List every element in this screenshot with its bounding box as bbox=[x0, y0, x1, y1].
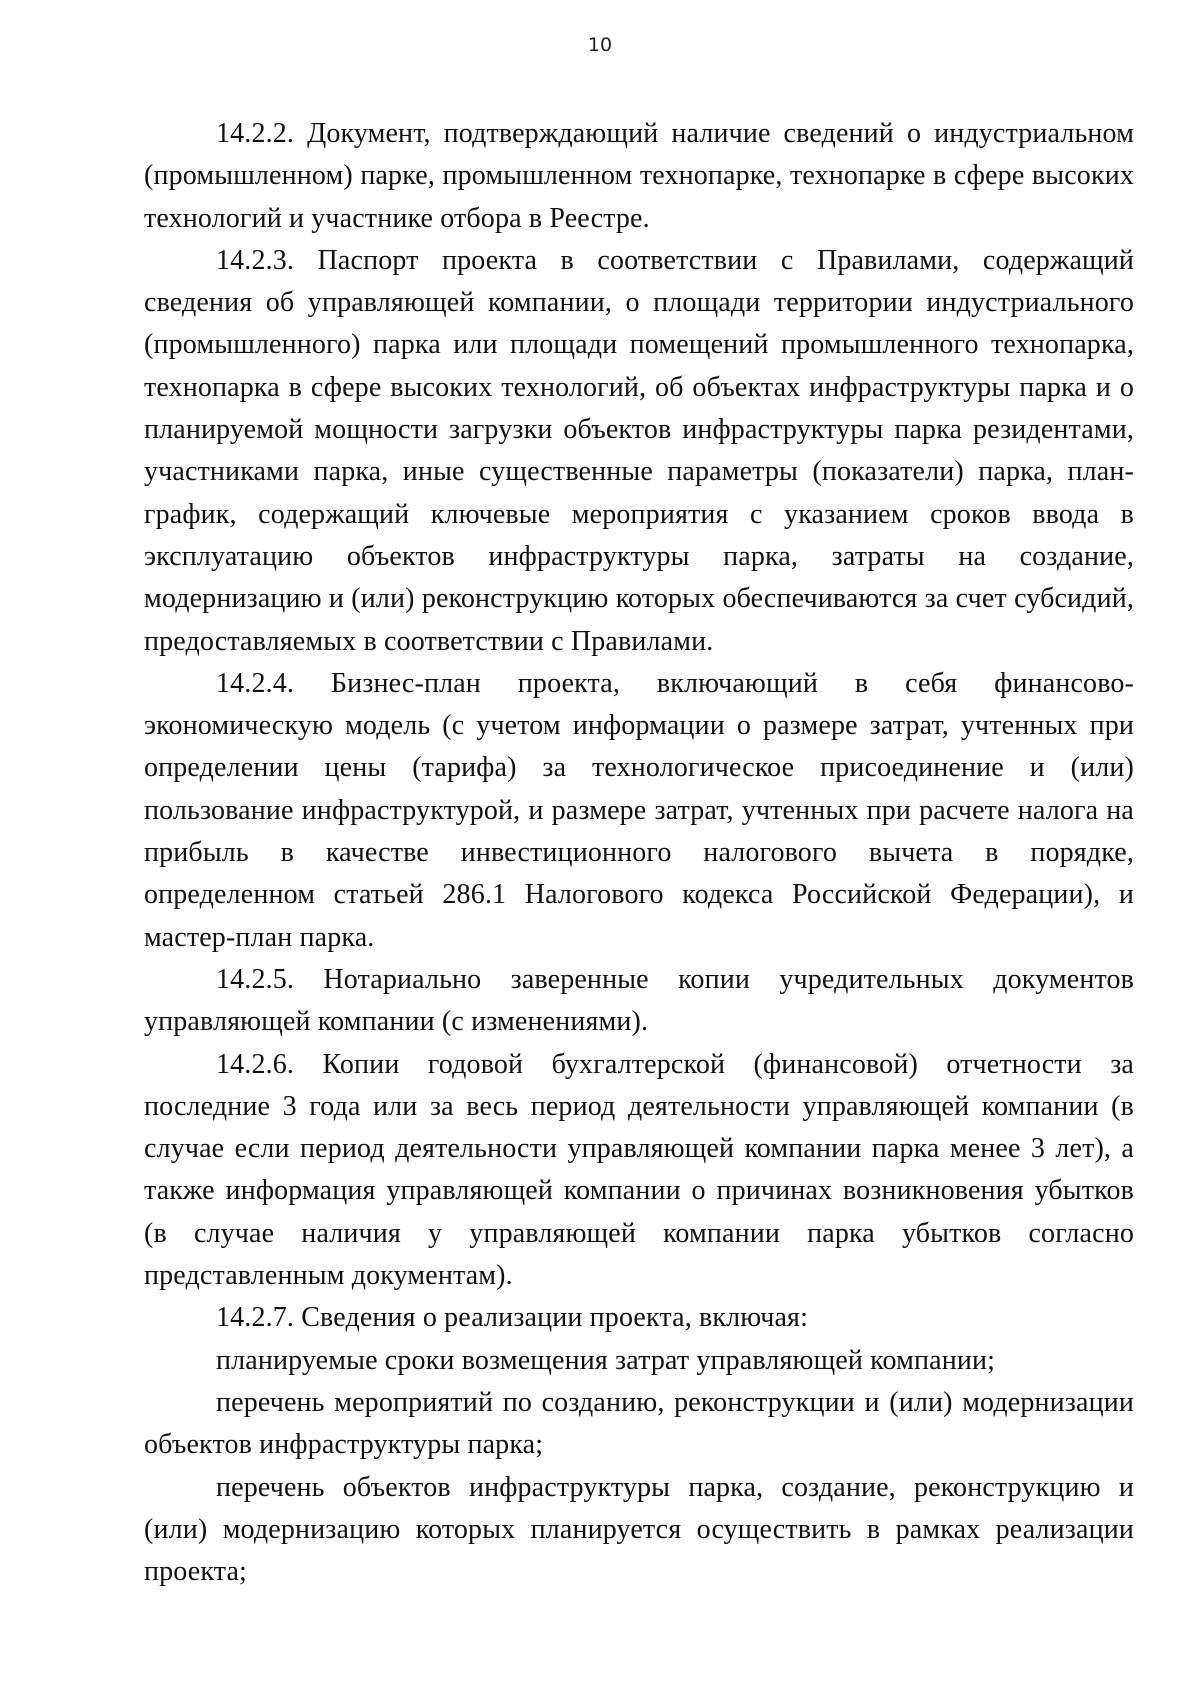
paragraph-14-2-5: 14.2.5. Нотариально заверенные копии учредительных документов управляющей компании (с изменениями). bbox=[144, 963, 1134, 1038]
paragraph-14-2-3: 14.2.3. Паспорт проекта в соответствии с Правилами, содержащий сведения об управляющей компании, о площади территории индустриального (промышленного) парка или площади помещений промышленного технопарка, технопарка в сфере высоких технологий, об объектах инфраструктуры парка и о планируемой мощности загрузки объектов инфраструктуры парка резидентами, участниками парка, иные существенные параметры (показатели) парка, план-график, содержащий ключевые мероприятия с указанием сроков ввода в эксплуатацию объектов инфраструктуры парка, затраты на создание, модернизацию и (или) реконструкцию которых обеспечиваются за счет субсидий, предоставляемых в соответствии с Правилами. bbox=[144, 244, 1134, 657]
paragraph-14-2-6: 14.2.6. Копии годовой бухгалтерской (финансовой) отчетности за последние 3 года или за весь период деятельности управляющей компании (в случае если период деятельности управляющей компании парка менее 3 лет), а также информация управляющей компании о причинах возникновения убытков (в случае наличия у управляющей компании парка убытков согласно представленным документам). bbox=[144, 1048, 1134, 1292]
document-body bbox=[144, 113, 1134, 1593]
list-item-activities: перечень мероприятий по созданию, реконструкции и (или) модернизации объектов инфраструктуры парка; bbox=[144, 1386, 1134, 1461]
list-item-infrastructure-objects: перечень объектов инфраструктуры парка, создание, реконструкцию и (или) модернизацию которых планируется осуществить в рамках реализации проекта; bbox=[144, 1471, 1134, 1588]
paragraph-14-2-2: 14.2.2. Документ, подтверждающий наличие сведений о индустриальном (промышленном) парке, промышленном технопарке, технопарке в сфере высоких технологий и участнике отбора в Реестре. bbox=[144, 118, 1134, 234]
list-item-reimbursement-terms: планируемые сроки возмещения затрат управляющей компании; bbox=[216, 1344, 996, 1376]
paragraph-14-2-7: 14.2.7. Сведения о реализации проекта, включая: bbox=[216, 1302, 809, 1334]
paragraph-14-2-4: 14.2.4. Бизнес-план проекта, включающий в себя финансово-экономическую модель (с учетом информации о размере затрат, учтенных при определении цены (тарифа) за технологическое присоединение и (или) пользование инфраструктурой, и размере затрат, учтенных при расчете налога на прибыль в качестве инвестиционного налогового вычета в порядке, определенном статьей 286.1 Налогового кодекса Российской Федерации), и мастер-план парка. bbox=[144, 667, 1134, 953]
page-number: 10 bbox=[587, 34, 613, 56]
